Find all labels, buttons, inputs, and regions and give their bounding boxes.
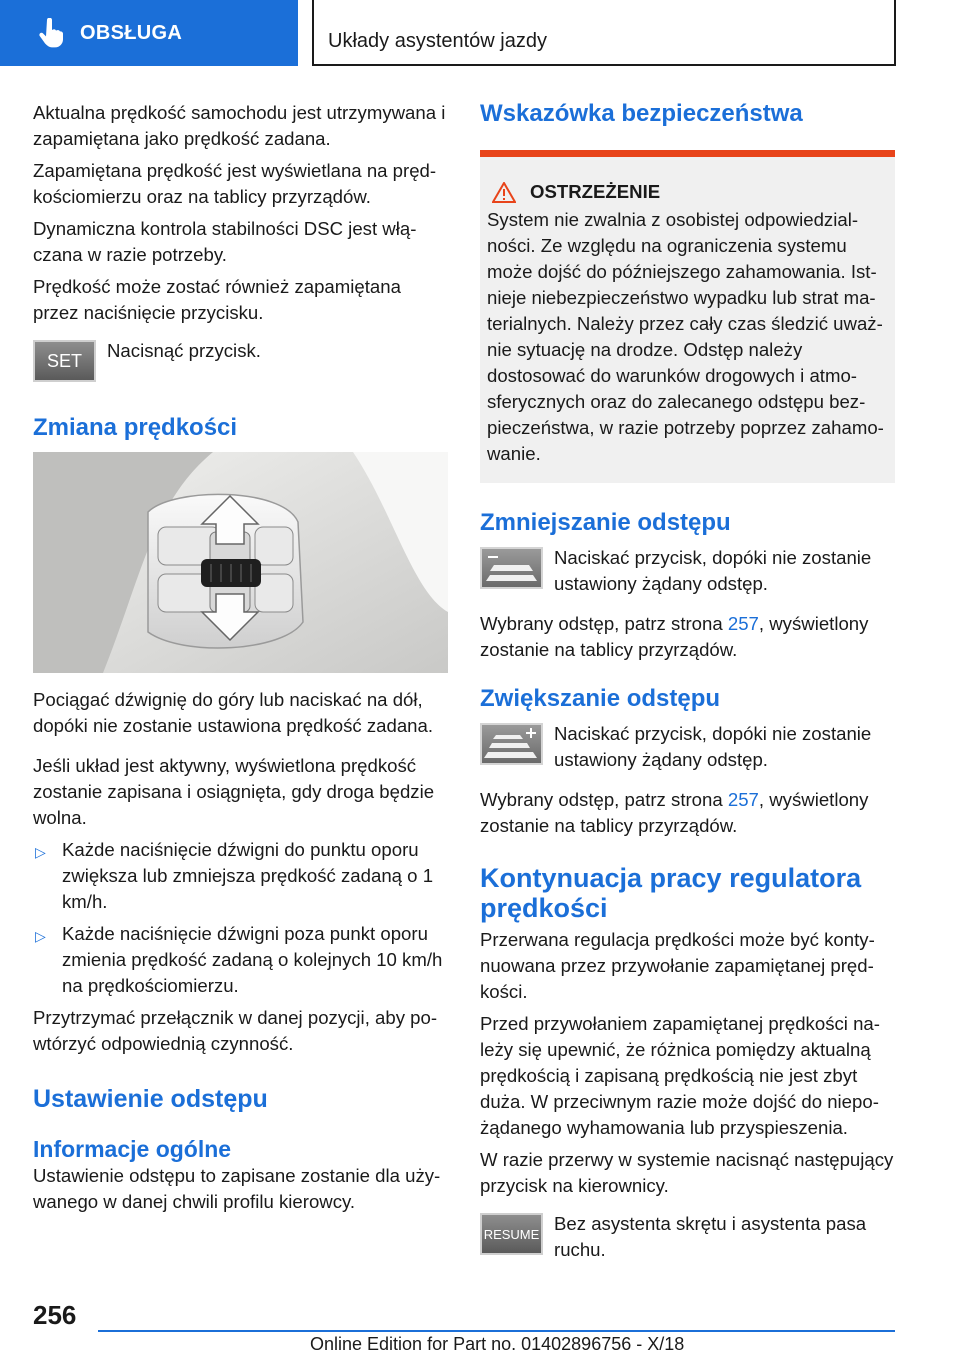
list-item: ▷ Każde naciśnięcie dźwigni poza punkt oporu zmienia prędkość zadaną o kolejnych 10 km/h na prędkościomierzu. [35,923,443,996]
resume-button-label: RESUME [483,1226,540,1242]
list-item: ▷ Każde naciśnięcie dźwigni do punktu oporu zwiększa lub zmniejsza prędkość zadaną o 1 km/h. [35,839,434,912]
paragraph: Aktualna prędkość samochodu jest utrzymywana i zapamiętana jako prędkość zadana. [33,102,446,149]
steering-wheel-image [33,452,448,673]
page-number: 256 [33,1300,77,1330]
warning-text: System nie zwalnia z osobistej odpowiedzialności. Ze względu na ograniczenia systemu może dojść do późniejszego zahamowania. Istnieje niebezpieczeństwo wypadku lub strat materialnych. Należy przez cały czas śledzić uważnie sytuację na drodze. Odstęp należy dostosować do warunków drogowych i atmosferycznych oraz do zalecanego odstępu bezpieczeństwa, w razie potrzeby poprzez zahamowanie. [487,209,884,464]
resume-button-row [480,1213,895,1263]
decrease-button-text: Naciskać przycisk, dopóki nie zostanie ustawiony żądany odstęp. [554,547,872,594]
paragraph: Prędkość może zostać również zapamiętana przez naciśnięcie przycisku. [33,276,401,323]
bullet-list [33,837,448,999]
warning-triangle-icon [492,182,516,203]
paragraph: Przytrzymać przełącznik w danej pozycji, aby powtórzyć odpowiednią czynność. [33,1007,438,1054]
section-heading: Wskazówka bezpieczeństwa [480,100,803,127]
paragraph: Dynamiczna kontrola stabilności DSC jest włączana w razie potrzeby. [33,218,417,265]
section-label: OBSŁUGA [80,21,183,44]
paragraph: Ustawienie odstępu to zapisane zostanie dla używanego w danej chwili profilu kierowcy. [33,1165,441,1212]
distance-decrease-button-image [480,547,543,589]
paragraph: Jeśli układ jest aktywny, wyświetlona prędkość zostanie zapisana i osiągnięta, gdy droga będzie wolna. [33,755,435,828]
paragraph: W razie przerwy w systemie nacisnąć następujący przycisk na kierownicy. [480,1149,894,1196]
left-column [33,100,448,1221]
subsection-heading: Informacje ogólne [33,1136,232,1162]
paragraph: Przed przywołaniem zapamiętanej prędkości należy się upewnić, że różnica pomiędzy aktualną prędkością i zapisaną prędkością nie jest zbyt duża. W przeciwnym razie może dojść do niepożądanego wyhamowania lub przyspieszenia. [480,1013,880,1138]
paragraph: Przerwana regulacja prędkości może być kontynuowana przez przywołanie zapamiętanej prędkości. [480,929,875,1002]
triangle-bullet-icon: ▷ [35,928,46,944]
set-button-image [33,340,96,382]
paragraph: Wybrany odstęp, patrz strona 257, wyświetlony zostanie na tablicy przyrządów. [480,789,869,836]
chapter-title: Układy asystentów jazdy [328,30,547,52]
distance-plus-icon [482,725,541,763]
distance-increase-button-image [480,723,543,765]
section-heading: Zwiększanie odstępu [480,685,721,712]
section-heading: Zmniejszanie odstępu [480,509,731,536]
page-reference-link[interactable]: 257 [727,613,759,634]
warning-title: OSTRZEŻENIE [492,181,888,203]
paragraph: Pociągać dźwignię do góry lub naciskać na dół, dopóki nie zostanie ustawiona prędkość zadana. [33,689,434,736]
decrease-button-row [480,547,895,597]
set-button-label: SET [46,350,82,371]
set-button-row [33,340,448,382]
footer-divider [98,1330,895,1332]
resume-button-text: Bez asystenta skrętu i asystenta pasa ruchu. [554,1213,867,1260]
section-heading: Ustawienie odstępu [33,1085,268,1113]
right-column [480,100,895,1263]
hand-icon [38,18,64,48]
paragraph: Zapamiętana prędkość jest wyświetlana na prędkościomierzu oraz na tablicy przyrządów. [33,160,437,207]
paragraph: Wybrany odstęp, patrz strona 257, wyświetlony zostanie na tablicy przyrządów. [480,613,869,660]
triangle-bullet-icon: ▷ [35,844,46,860]
edition-note: Online Edition for Part no. 01402896756 - X/18 [310,1334,685,1354]
warning-box [480,150,895,483]
resume-button-image [480,1213,543,1255]
chapter-header [312,0,896,66]
section-heading: Kontynuacja pracy regulatora prędkości [480,863,862,923]
page-reference-link[interactable]: 257 [727,789,759,810]
section-heading: Zmiana prędkości [33,414,238,441]
section-tab [0,0,298,66]
increase-button-text: Naciskać przycisk, dopóki nie zostanie ustawiony żądany odstęp. [554,723,872,770]
distance-minus-icon [482,549,541,587]
increase-button-row [480,723,895,773]
set-button-text: Nacisnąć przycisk. [107,340,261,361]
